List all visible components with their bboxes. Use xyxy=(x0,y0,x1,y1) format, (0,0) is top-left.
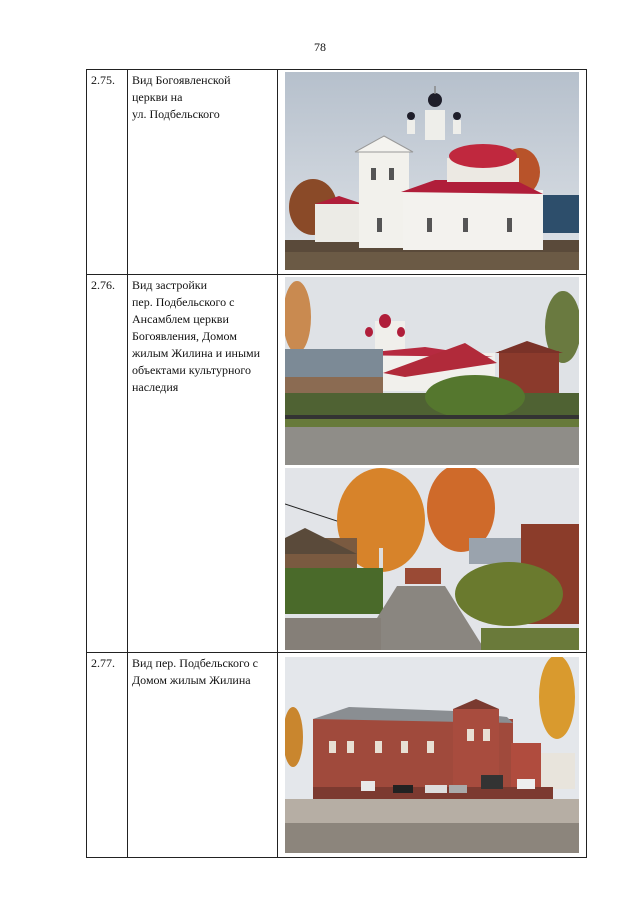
description-line: церкви на xyxy=(132,90,183,104)
row-description xyxy=(128,275,278,653)
row-description xyxy=(128,653,278,858)
photo-church-ensemble-street xyxy=(285,277,579,465)
photo-zhilin-house xyxy=(285,657,579,853)
description-line: Домом жилым Жилина xyxy=(132,673,251,687)
description-line: Вид пер. Подбельского с xyxy=(132,656,258,670)
row-description xyxy=(128,70,278,275)
description-line: Ансамблем церкви xyxy=(132,312,229,326)
description-line: Богоявления, Домом xyxy=(132,329,237,343)
table-row xyxy=(87,70,587,275)
description-line: объектами культурного xyxy=(132,363,252,377)
description-line: ул. Подбельского xyxy=(132,107,220,121)
row-number: 2.77. xyxy=(87,653,128,858)
heritage-table xyxy=(86,69,587,858)
photo-church-epiphany xyxy=(285,72,579,270)
row-number: 2.76. xyxy=(87,275,128,653)
row-photos xyxy=(278,70,587,275)
row-photos xyxy=(278,653,587,858)
description-line: пер. Подбельского с xyxy=(132,295,235,309)
table-row xyxy=(87,275,587,653)
description-line: Вид Богоявленской xyxy=(132,73,231,87)
row-photos xyxy=(278,275,587,653)
photo-autumn-birch-street xyxy=(285,468,579,650)
description-line: наследия xyxy=(132,380,179,394)
table-row xyxy=(87,653,587,858)
description-line: жилым Жилина и иными xyxy=(132,346,261,360)
page-number: 78 xyxy=(314,40,326,54)
row-number: 2.75. xyxy=(87,70,128,275)
description-line: Вид застройки xyxy=(132,278,207,292)
